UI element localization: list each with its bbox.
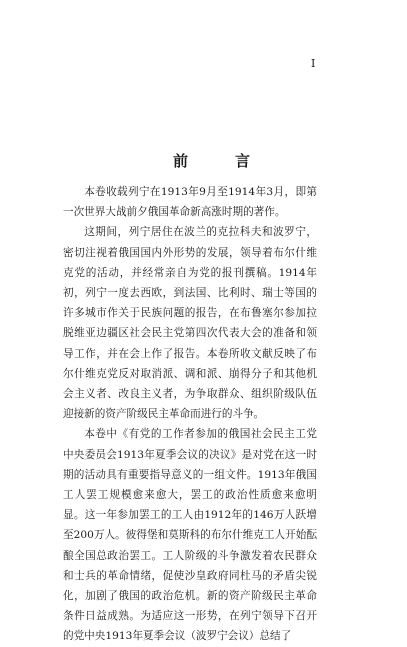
page-number: I <box>311 57 316 70</box>
body-text <box>63 182 317 647</box>
page-title: 前 言 <box>172 152 266 170</box>
paragraph-2: 这期间，列宁居住在波兰的克拉科夫和波罗宁，密切注视着俄国国内外形势的发展，领导着布尔什维克党的活动，并经常亲自为党的报刊撰稿。1914年初，列宁一度去西欧，到法国、比利时、瑞士等国的许多城市作关于民族问题的报告，在布鲁塞尔参加拉脱维亚边疆区社会民主党第四次代表大会的准备和领导工作，并在会上作了报告。本卷所收文献反映了布尔什维克党反对取消派、调和派、崩得分子和其他机会主义者、改良主义者，为争取群众、组织阶级队伍迎接新的资产阶级民主革命而进行的斗争。 <box>63 226 317 421</box>
paragraph-1: 本卷收载列宁在1913年9月至1914年3月，即第一次世界大战前夕俄国革命新高涨时期的著作。 <box>63 186 317 219</box>
paragraph-3: 本卷中《有党的工作者参加的俄国社会民主工党中央委员会1913年夏季会议的决议》是对党在这一时期的活动具有重要指导意义的一组文件。1913年俄国工人罢工规模愈来愈大，罢工的政治性质愈来愈明显。这一年参加罢工的工人由1912年的146万人跃增至200万人。彼得堡和莫斯科的布尔什维克工人开始酝酿全国总政治罢工。工人阶级的斗争激发着农民群众和士兵的革命情绪，促使沙皇政府同杜马的矛盾尖锐化，加剧了俄国的政治危机。新的资产阶级民主革命条件日益成熟。为适应这一形势，在列宁领导下召开的党中央1913年夏季会议（波罗宁会议）总结了 <box>63 428 317 643</box>
